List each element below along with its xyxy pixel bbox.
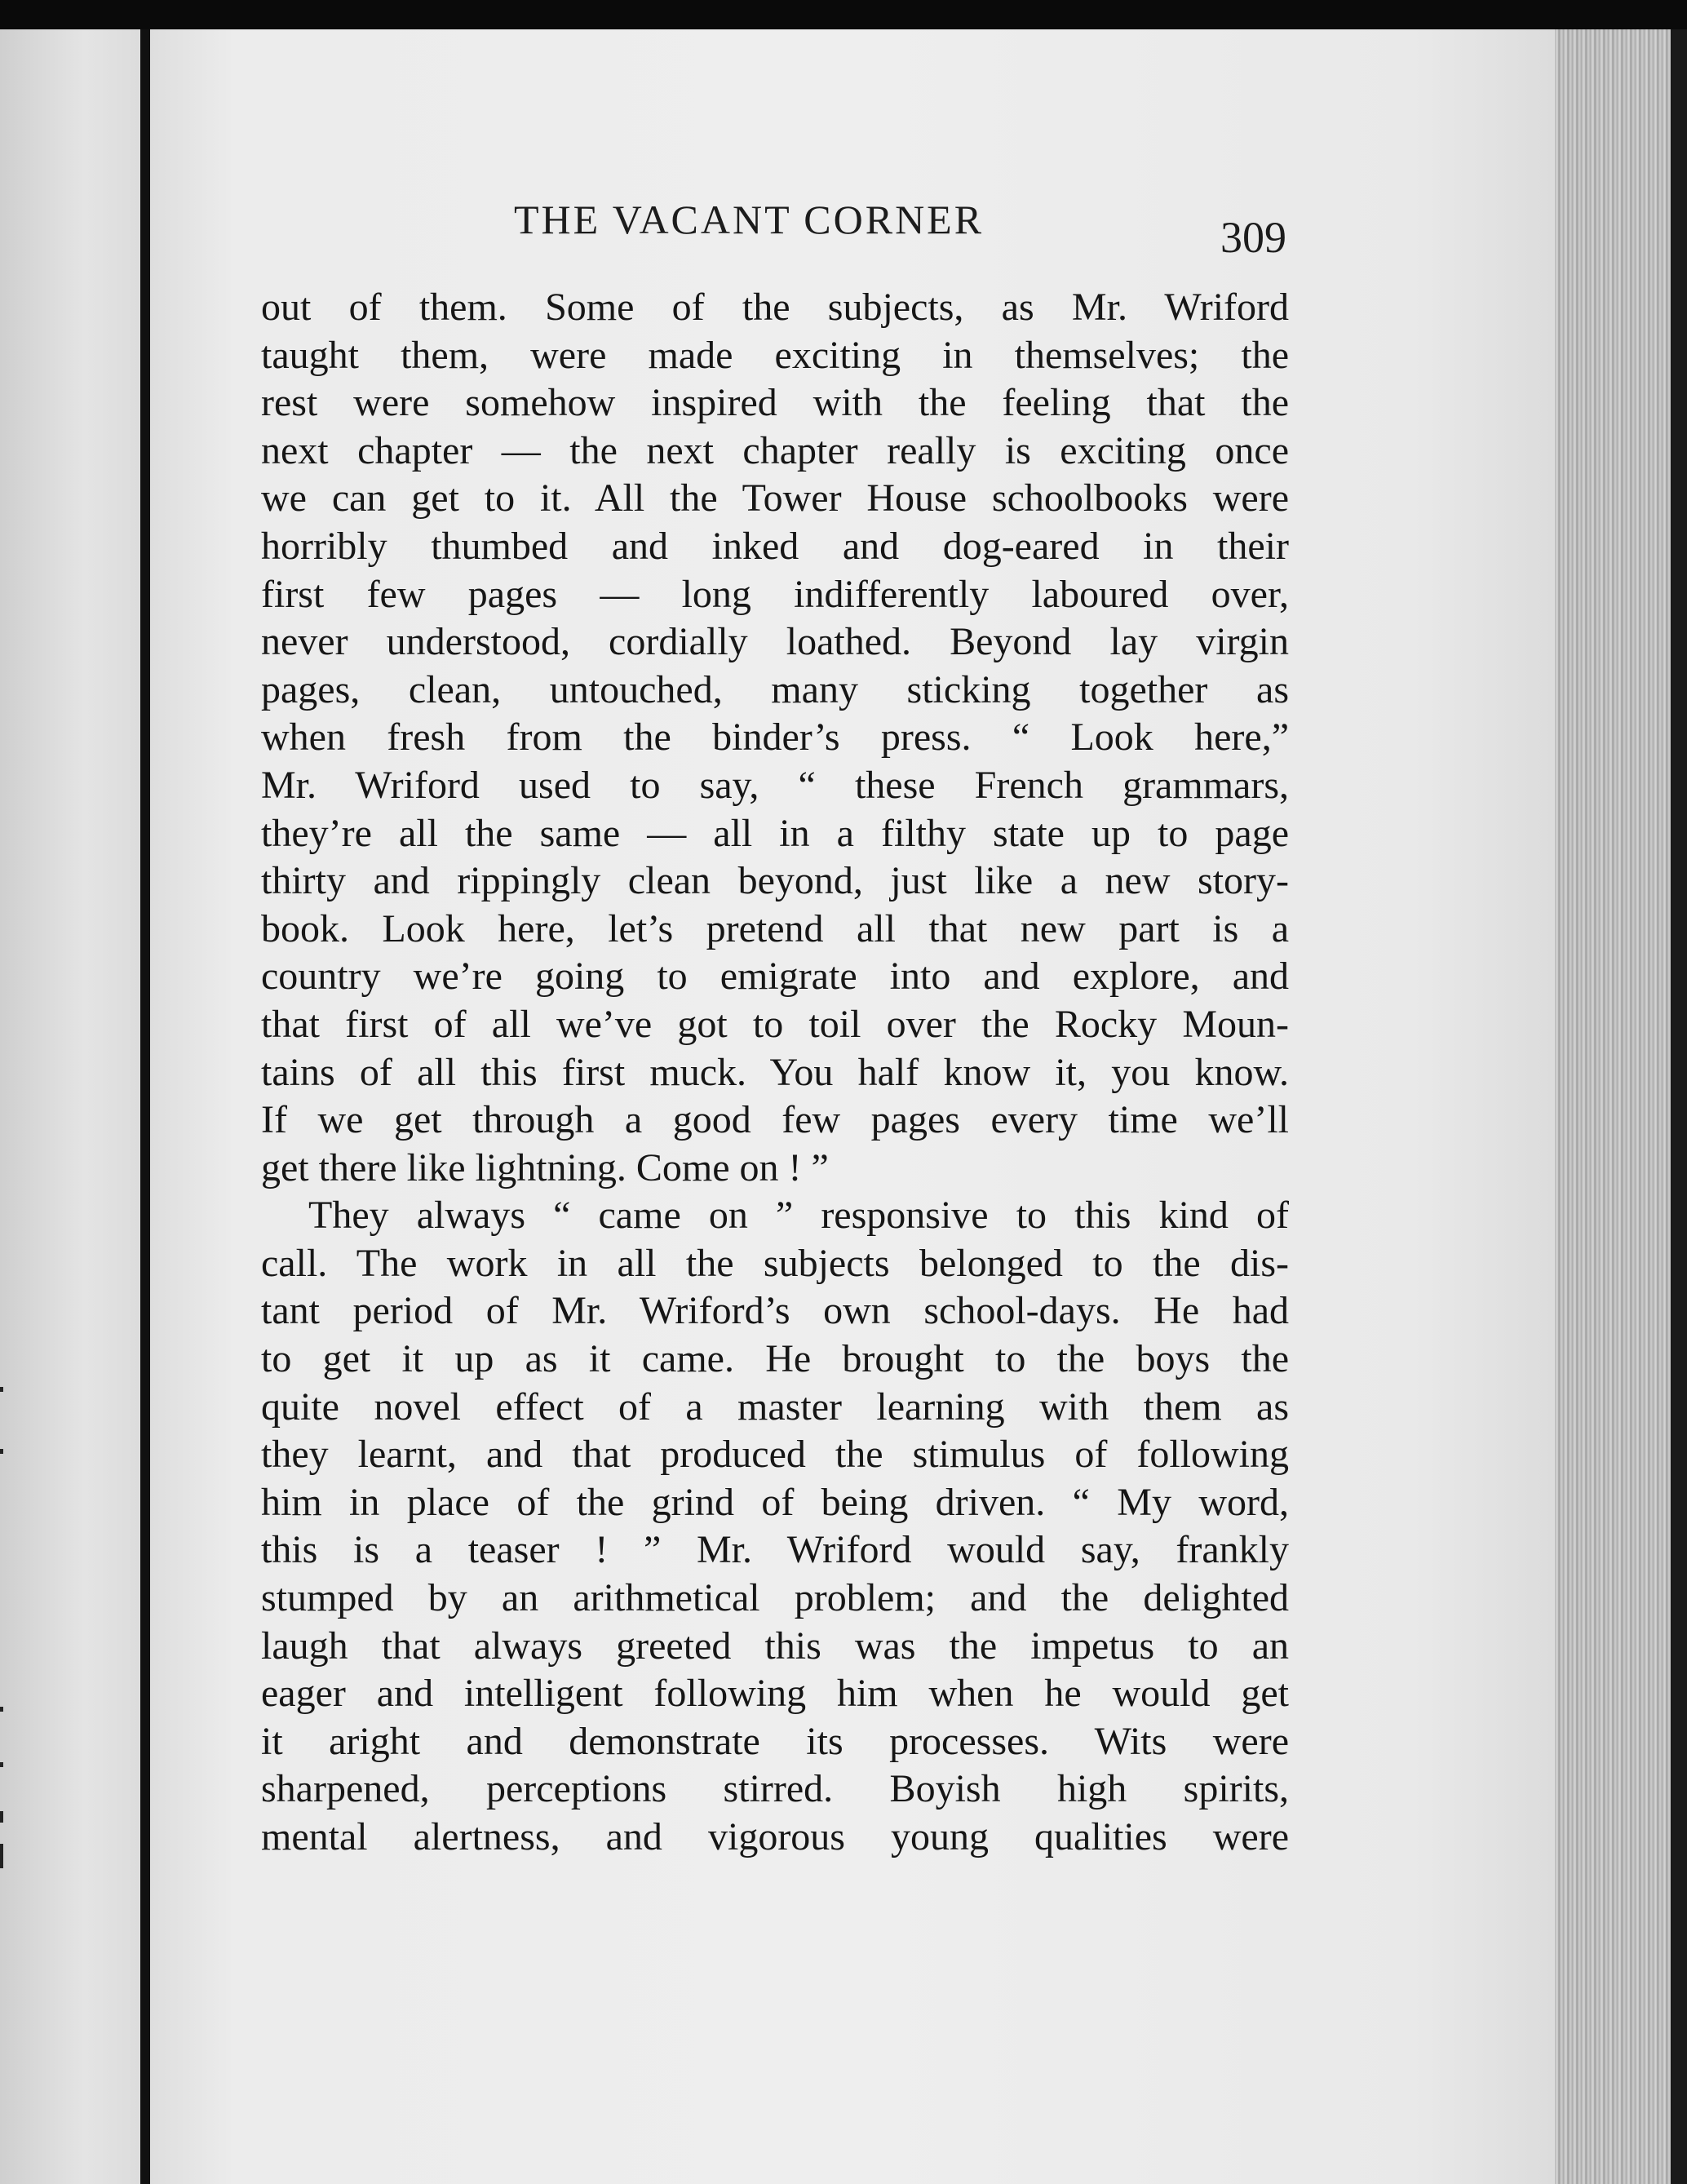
text-line: stumped by an arithmetical problem; and the delighted: [261, 1576, 1289, 1620]
text-line: get there like lightning. Come on ! ”: [261, 1145, 829, 1189]
text-line: never understood, cordially loathed. Beyond lay virgin: [261, 620, 1289, 664]
text-line: we can get to it. All the Tower House schoolbooks were: [261, 476, 1289, 521]
text-line: tant period of Mr. Wriford’s own school-days. He had: [261, 1289, 1289, 1333]
book-gutter: [140, 29, 150, 2184]
text-line: him in place of the grind of being driven. “ My word,: [261, 1480, 1289, 1524]
running-title: THE VACANT CORNER: [514, 197, 985, 242]
text-line: They always “ came on ” responsive to this kind of: [308, 1194, 1289, 1238]
text-line: first few pages — long indifferently laboured over,: [261, 572, 1289, 616]
text-line: tains of all this first muck. You half know it, you know.: [261, 1050, 1289, 1094]
text-line: call. The work in all the subjects belonged to the dis-: [261, 1241, 1289, 1285]
body-text: [261, 284, 1289, 1862]
page-number: 309: [1220, 213, 1286, 262]
text-line: quite novel effect of a master learning with them as: [261, 1384, 1289, 1429]
text-line: Mr. Wriford used to say, “ these French grammars,: [261, 763, 1289, 807]
previous-page-edge: [0, 29, 140, 2184]
text-line: sharpened, perceptions stirred. Boyish high spirits,: [261, 1767, 1289, 1811]
text-line: book. Look here, let’s pretend all that new part is a: [261, 906, 1289, 950]
text-line: country we’re going to emigrate into and explore, and: [261, 955, 1289, 999]
page-stack-edges: [1555, 29, 1671, 2184]
text-line: next chapter — the next chapter really is exciting once: [261, 428, 1289, 472]
text-line: mental alertness, and vigorous young qualities were: [261, 1815, 1289, 1858]
text-line: horribly thumbed and inked and dog-eared in their: [261, 524, 1289, 568]
text-line: this is a teaser ! ” Mr. Wriford would say, frankly: [261, 1528, 1289, 1572]
text-line: If we get through a good few pages every time we’ll: [261, 1098, 1289, 1142]
previous-page-marks: [0, 1387, 8, 1876]
text-line: out of them. Some of the subjects, as Mr. Wriford: [261, 286, 1289, 329]
page-stack-shadow: [1671, 29, 1687, 2184]
text-line: laugh that always greeted this was the impetus to an: [261, 1624, 1289, 1668]
text-line: when fresh from the binder’s press. “ Look here,”: [261, 715, 1289, 760]
text-line: that first of all we’ve got to toil over the Rocky Moun-: [261, 1002, 1289, 1046]
text-line: they’re all the same — all in a filthy state up to page: [261, 811, 1289, 855]
text-line: thirty and rippingly clean beyond, just like a new story-: [261, 859, 1289, 903]
text-line: eager and intelligent following him when he would get: [261, 1672, 1289, 1716]
text-line: it aright and demonstrate its processes. Wits were: [261, 1719, 1289, 1763]
text-line: rest were somehow inspired with the feeling that the: [261, 381, 1289, 425]
text-line: taught them, were made exciting in themselves; the: [261, 333, 1289, 377]
text-line: pages, clean, untouched, many sticking together as: [261, 667, 1289, 711]
text-line: they learnt, and that produced the stimulus of following: [261, 1433, 1289, 1477]
text-line: to get it up as it came. He brought to the boys the: [261, 1337, 1289, 1381]
